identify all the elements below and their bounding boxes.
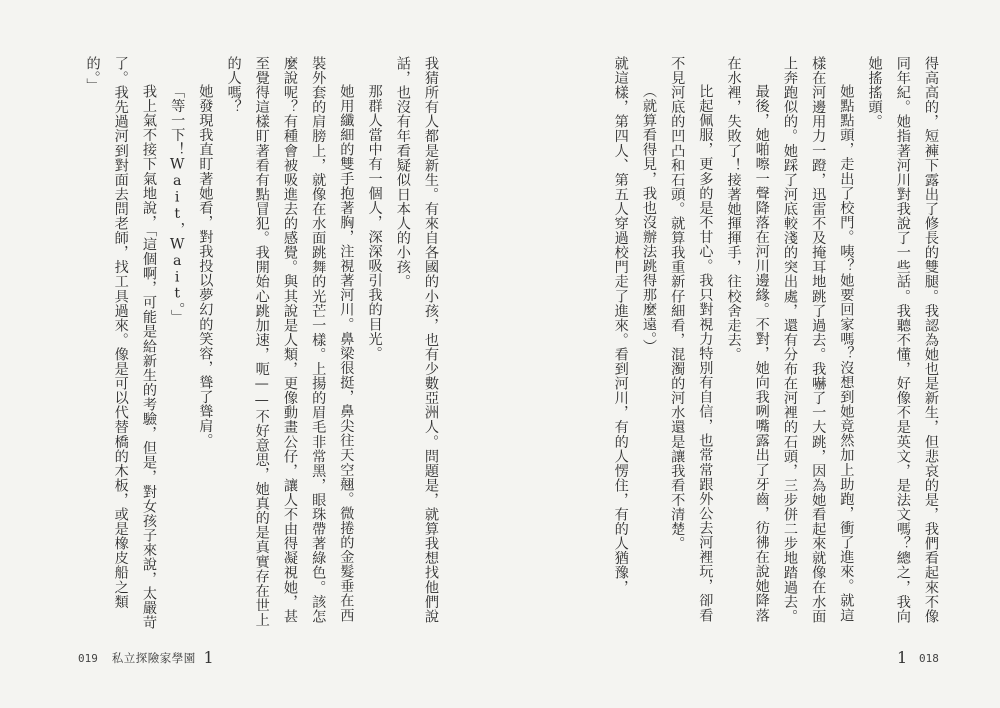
running-title: 私立探險家學園 (111, 651, 196, 665)
paragraph: 我猜所有人都是新生。有來自各國的小孩，也有少數亞洲人。問題是，就算我想找他們說話，也沒有年看疑似日本人的小孩。 (394, 56, 439, 624)
page-number: 018 (919, 652, 939, 665)
paragraph: 她點點頭，走出了校門。咦？她要回家嗎？沒想到她竟然加上助跑，衝了進來。就這樣在河邊用力一蹬，迅雷不及掩耳地跳了過去。我嚇了一大跳，因為她看起來就像在水面上奔跑似的。她踩了河底較淺的突出處，還有分布在河裡的石頭，三步併二步地踏過去。 (781, 56, 855, 624)
volume-number: 1 (203, 648, 214, 667)
paragraph: 她發現我直盯著她看，對我投以夢幻的笑容，聳了聳肩。 (197, 84, 214, 449)
paragraph: 我上氣不接下氣地說，「這個啊，可能是給新生的考驗，但是，對女孩子來說，太嚴苛了。我先過河到對面去問老師，找工具過來。像是可以代替橋的木板，或是橡皮船之類的。」 (84, 56, 157, 631)
volume-number: 1 (897, 648, 908, 667)
paragraph: 得高高的，短褲下露出了修長的雙腿。我認為她也是新生，但悲哀的是，我們看起來不像同年紀。她指著河川對我說了一些話。我聽不懂，好像不是英文，是法文嗎？總之，我向她搖搖頭。 (866, 56, 939, 624)
paragraph: 「等一下！Wait，Wait。」 (169, 84, 186, 325)
paragraph: （就算看得見，我也沒辦法跳得那麼遠。） (640, 84, 657, 354)
paragraph: 那群人當中有一個人，深深吸引我的目光。 (366, 84, 383, 361)
paragraph: 就這樣，第四人、第五人穿過校門走了進來。看到河川，有的人愣住，有的人猶豫， (612, 56, 629, 595)
right-page-footer (893, 648, 939, 668)
page-number: 019 (78, 652, 98, 665)
right-page (500, 0, 1000, 708)
left-page-body (78, 56, 445, 636)
left-page-footer (78, 648, 214, 668)
paragraph: 比起佩服，更多的是不甘心。我只對視力特別有自信，也常常跟外公去河裡玩，卻看不見河底的凹凸和石頭。就算我重新仔細看，混濁的河水還是讓我看不清楚。 (669, 56, 714, 623)
paragraph: 她用纖細的雙手抱著胸，注視著河川。鼻梁很挺，鼻尖往天空翹。微捲的金髮垂在西裝外套的肩膀上，就像在水面跳舞的光芒一樣。上揚的眉毛非常黑，眼珠帶著綠色。該怎麼說呢？有種會被吸進去的感覺。與其說是人類，更像動畫公仔，讓人不由得凝視她，甚至覺得這樣盯著看有點冒犯。我開始心跳加速，呃——不好意思，她真的是真實存在世上的人嗎？ (225, 56, 355, 628)
paragraph: 最後，她啪嚓一聲降落在河川邊緣。不對，她向我咧嘴露出了牙齒，彷彿在說她降落在水裡，失敗了！接著她揮揮手，往校舍走去。 (725, 56, 770, 623)
right-page-body (607, 56, 945, 636)
